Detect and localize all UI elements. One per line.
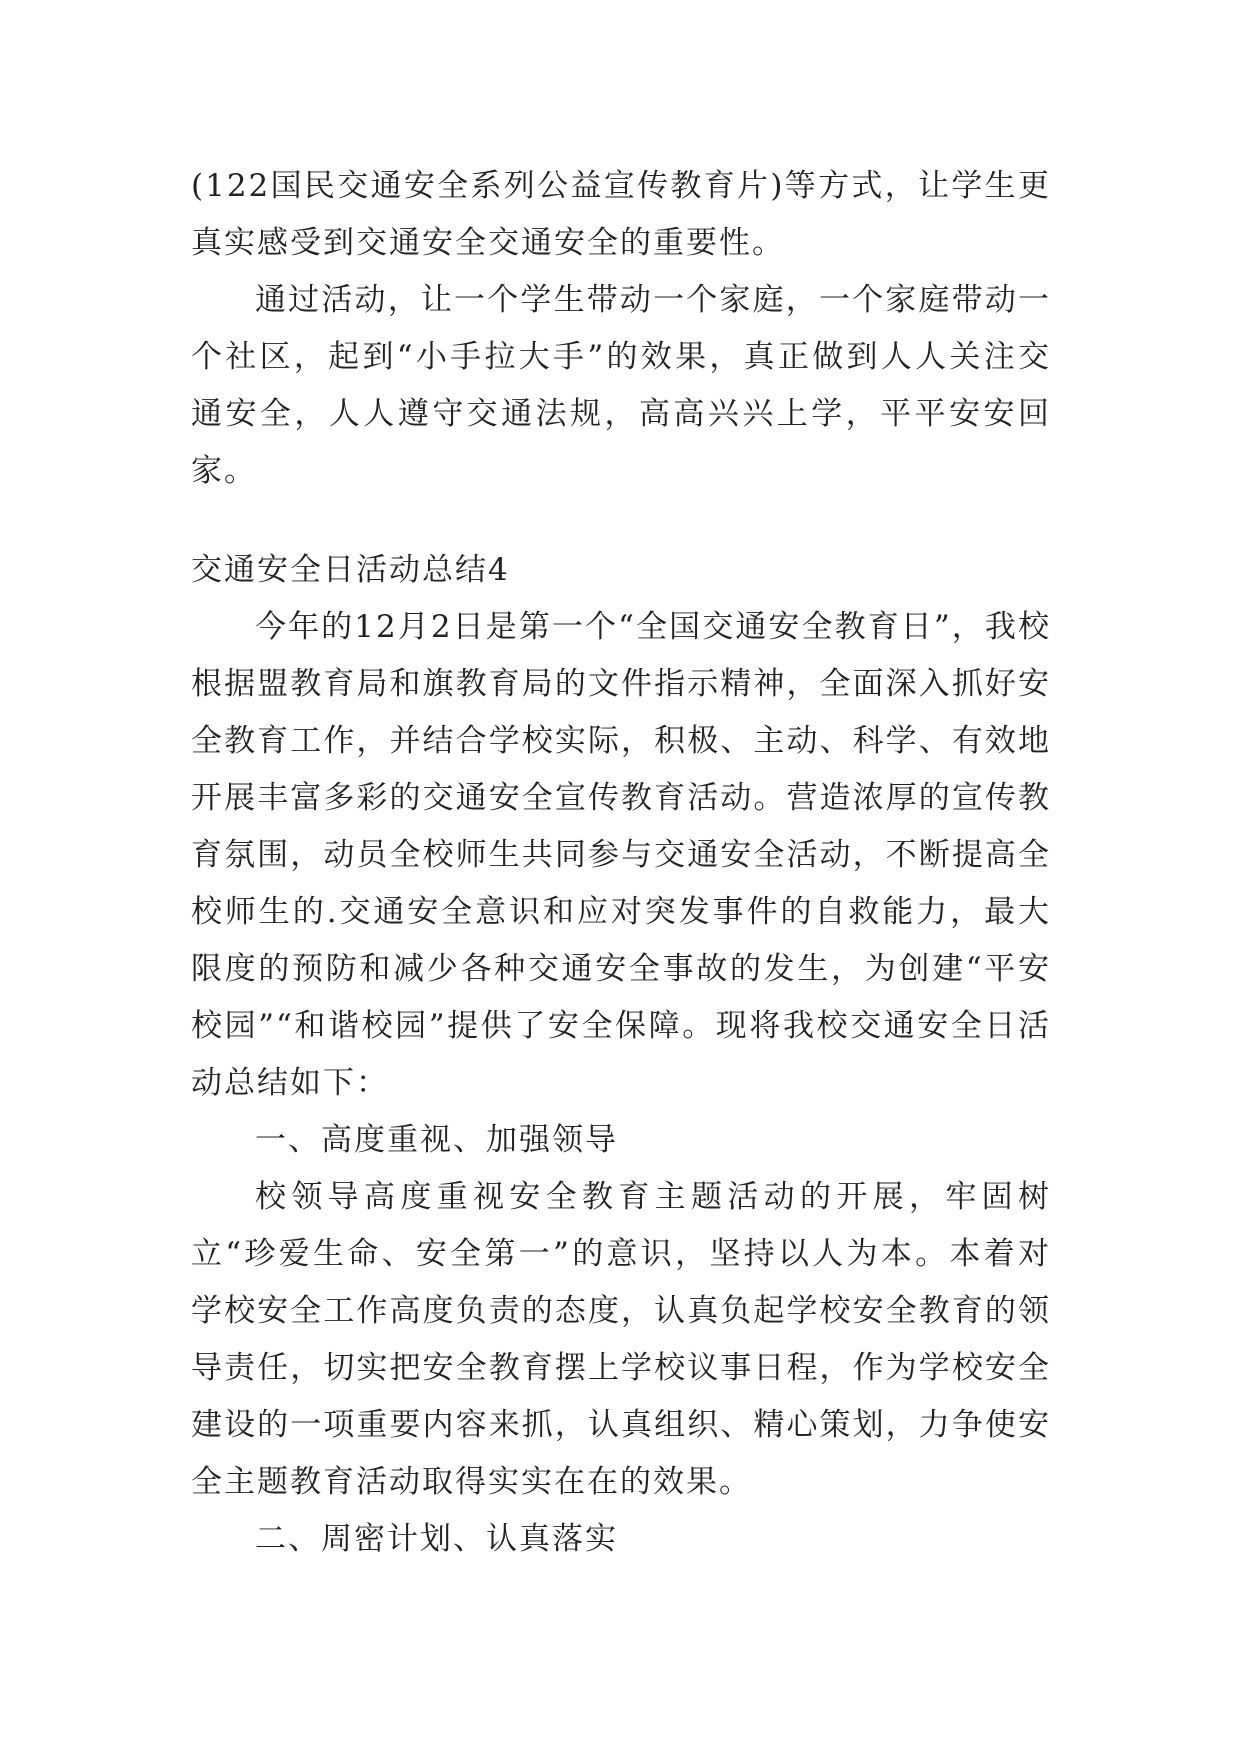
document-body xyxy=(191,158,1051,1568)
paragraph-intro: 今年的12月2日是第一个“全国交通安全教育日”，我校根据盟教育局和旗教育局的文件指示精神，全面深入抓好安全教育工作，并结合学校实际，积极、主动、科学、有效地开展丰富多彩的交通安全宣传教育活动。营造浓厚的宣传教育氛围，动员全校师生共同参与交通安全活动，不断提高全校师生的.交通安全意识和应对突发事件的自救能力，最大限度的预防和减少各种交通安全事故的发生，为创建“平安校园”“和谐校园”提供了安全保障。现将我校交通安全日活动总结如下： xyxy=(191,609,1051,1101)
paragraph-activity-effect: 通过活动，让一个学生带动一个家庭，一个家庭带动一个社区，起到“小手拉大手”的效果，真正做到人人关注交通安全，人人遵守交通法规，高高兴兴上学，平平安安回家。 xyxy=(191,282,1051,489)
subheading-leadership: 一、高度重视、加强领导 xyxy=(255,1122,618,1158)
paragraph-leadership: 校领导高度重视安全教育主题活动的开展，牢固树立“珍爱生命、安全第一”的意识，坚持以人为本。本着对学校安全工作高度负责的态度，认真负起学校安全教育的领导责任，切实把安全教育摆上学校议事日程，作为学校安全建设的一项重要内容来抓，认真组织、精心策划，力争使安全主题教育活动取得实实在在的效果。 xyxy=(191,1179,1051,1500)
section-title: 交通安全日活动总结4 xyxy=(191,552,510,588)
subheading-planning: 二、周密计划、认真落实 xyxy=(255,1521,618,1557)
paragraph-continuation: (122国民交通安全系列公益宣传教育片)等方式，让学生更真实感受到交通安全交通安全的重要性。 xyxy=(191,168,1051,261)
